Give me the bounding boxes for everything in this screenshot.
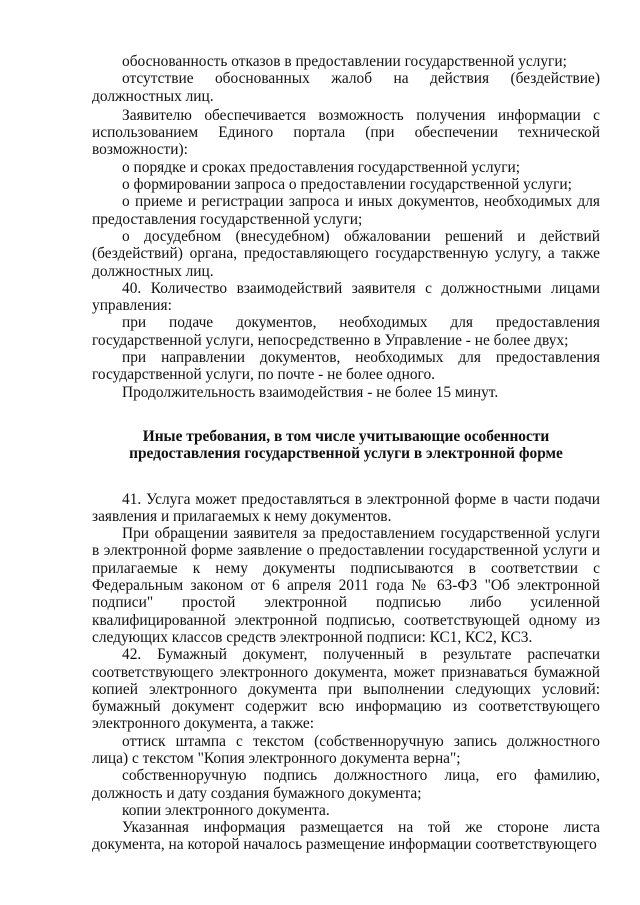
paragraph: 42. Бумажный документ, полученный в результате распечатки соответствующего электронного документа, может признаваться бумажной копией электронного документа при выполнении следующих условий: бумажный документ содержит всю информацию из соответствующего электронного документа, а также:	[92, 646, 600, 733]
paragraph: 40. Количество взаимодействий заявителя с должностными лицами управления:	[92, 279, 600, 315]
paragraph: о досудебном (внесудебном) обжаловании решений и действий (бездействий) органа, предоставляющего государственную услугу, а также должностных лиц.	[92, 227, 600, 280]
paragraph: Продолжительность взаимодействия - не более 15 минут.	[122, 383, 499, 401]
paragraph: копии электронного документа.	[122, 801, 330, 819]
paragraph: о порядке и сроках предоставления государственной услуги;	[122, 158, 521, 176]
paragraph: оттиск штампа с текстом (собственноручную запись должностного лица) с текстом "Копия электронного документа верна";	[92, 732, 600, 767]
bottom-section	[92, 491, 600, 854]
paragraph: о формировании запроса о предоставлении государственной услуги;	[122, 176, 572, 194]
paragraph: При обращении заявителя за предоставлением государственной услуги в электронной форме заявление о предоставлении государственной услуги и прилагаемые к нему документы подписываются в соответствии с Федеральным законом от 6 апреля 2011 года № 63-ФЗ "Об электронной подписи" простой электронной подписью либо усиленной квалифицированной электронной подписью, соответствующей одному из следующих классов средств электронной подписи: КС1, КС2, КС3.	[92, 525, 600, 646]
section-heading-line: Иные требования, в том числе учитывающие особенности	[142, 427, 550, 445]
section-heading	[92, 428, 600, 463]
paragraph: Указанная информация размещается на той же стороне листа документа, на которой началось размещение информации соответствующего	[92, 819, 600, 854]
paragraph: 41. Услуга может предоставляться в электронной форме в части подачи заявления и прилагаемых к нему документов.	[92, 490, 600, 525]
paragraph: о приеме и регистрации запроса и иных документов, необходимых для предоставления государственной услуги;	[92, 193, 600, 228]
top-section	[92, 53, 600, 401]
paragraph: при подаче документов, необходимых для предоставления государственной услуги, непосредственно в Управление - не более двух;	[92, 314, 600, 349]
paragraph: собственноручную подпись должностного лица, его фамилию, должность и дату создания бумажного документа;	[92, 767, 600, 802]
paragraph: при направлении документов, необходимых для предоставления государственной услуги, по почте - не более одного.	[92, 349, 600, 384]
paragraph: отсутствие обоснованных жалоб на действия (бездействие) должностных лиц.	[92, 70, 600, 105]
paragraph: обоснованность отказов в предоставлении государственной услуги;	[122, 53, 567, 70]
paragraph: Заявителю обеспечивается возможность получения информации с использованием Единого портала (при обеспечении технической возможности):	[92, 106, 600, 159]
section-heading-line: предоставления государственной услуги в электронной форме	[129, 445, 563, 463]
